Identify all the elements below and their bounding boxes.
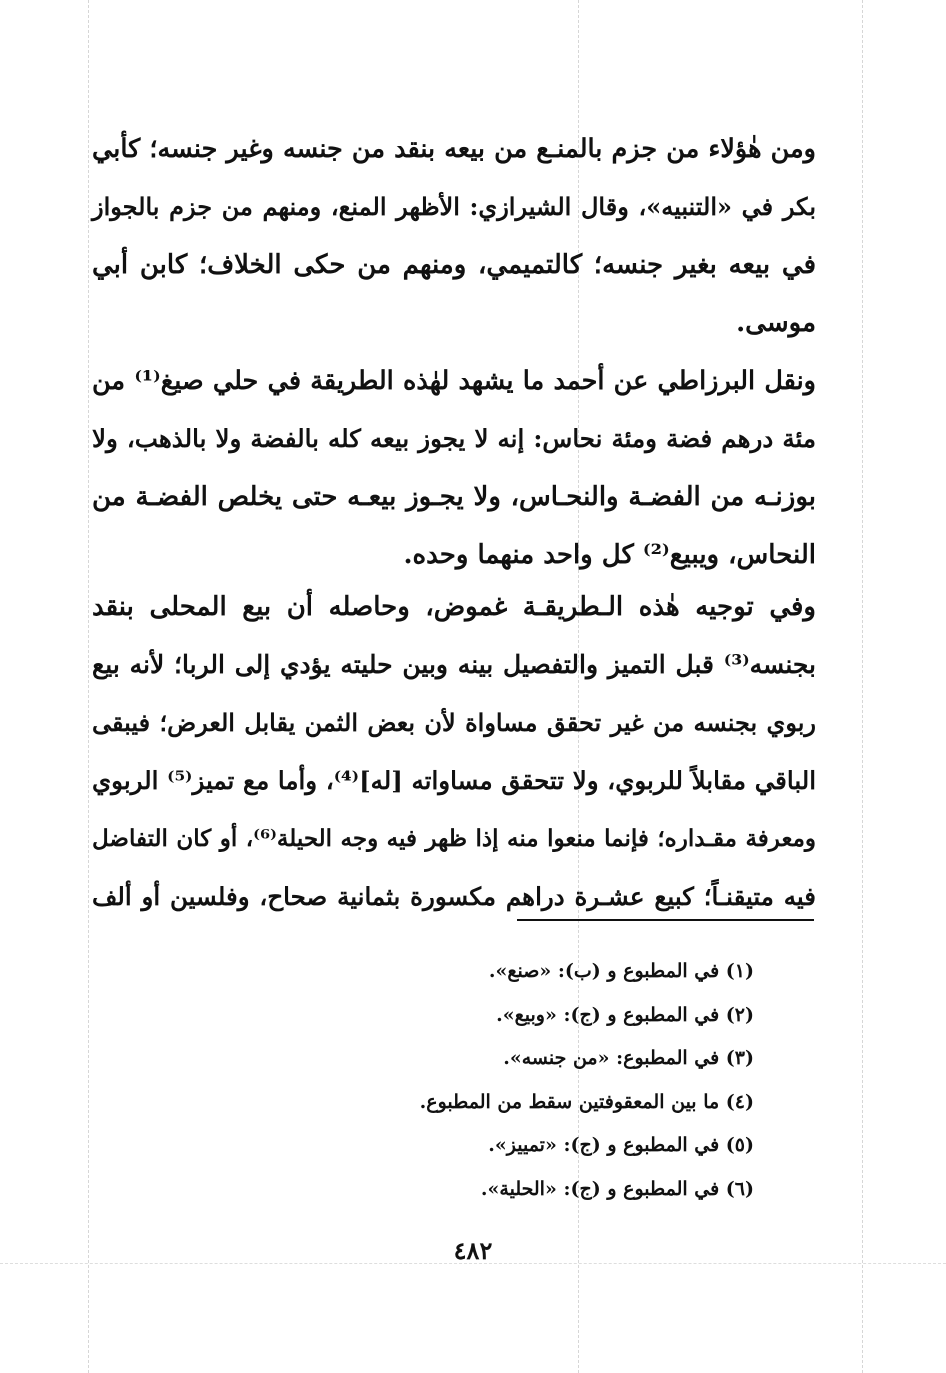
text-line: ونقل البرزاطي عن أحمد ما يشهد لهٰذه الطريقة في حلي صيغ⁽¹⁾ من — [92, 366, 816, 396]
footnote-6: (٦) في المطبوع و (ج): «الحلية». — [480, 1177, 754, 1200]
text-line: وفي توجيه هٰذه الـطريقـة غموض، وحاصله أن بيع المحلى بنقد — [92, 592, 816, 622]
text-line: ومن هٰؤلاء من جزم بالمنـع من بيعه بنقد من جنسه وغير جنسه؛ كأبي — [92, 134, 816, 164]
text-line: النحاس، ويبيع⁽²⁾ كل واحد منهما وحده. — [403, 540, 816, 570]
text-line: بجنسه⁽³⁾ قبل التميز والتفصيل بينه وبين حليته يؤدي إلى الربا؛ لأنه بيع — [92, 650, 816, 679]
text-line: مئة درهم فضة ومئة نحاس: إنه لا يجوز بيعه كله بالفضة ولا بالذهب، ولا — [92, 424, 816, 453]
text-line: ومعرفة مقـداره؛ فإنما منعوا منه إذا ظهر فيه وجه الحيلة⁽⁶⁾، أو كان التفاضل — [92, 825, 816, 852]
text-line: موسى. — [736, 308, 816, 338]
footnote-4: (٤) ما بين المعقوفتين سقط من المطبوع. — [419, 1090, 754, 1113]
paragraph-3 — [92, 578, 816, 926]
text-line: فيه متيقنـاً؛ كبيع عشـرة دراهم مكسورة بثمانية صحاح، وفلسين أو ألف — [92, 882, 816, 911]
text-line: الباقي مقابلاً للربوي، ولا تتحقق مساواته [له]⁽⁴⁾، وأما مع تميز⁽⁵⁾ الربوي — [92, 766, 816, 795]
dotted-guide-line — [88, 0, 89, 1373]
page-number: ٤٨٢ — [453, 1236, 493, 1265]
footnote-2: (٢) في المطبوع و (ج): «وبيع». — [496, 1003, 754, 1026]
text-line: بكر في «التنبيه»، وقال الشيرازي: الأظهر المنع، ومنهم من جزم بالجواز — [92, 192, 816, 221]
text-line: بوزنـه من الفضـة والنحـاس، ولا يجـوز بيعـه حتى يخلص الفضـة من — [92, 482, 816, 512]
footnotes — [92, 950, 754, 1211]
footnote-separator — [517, 919, 814, 921]
footnote-1: (١) في المطبوع و (ب): «صنع». — [488, 960, 754, 982]
footnote-3: (٣) في المطبوع: «من جنسه». — [503, 1047, 754, 1069]
paragraph-1 — [92, 120, 816, 352]
text-line: في بيعه بغير جنسه؛ كالتميمي، ومنهم من حكى الخلاف؛ كابن أبي — [92, 250, 816, 280]
dotted-guide-line — [862, 0, 863, 1373]
text-line: ربوي بجنسه من غير تحقق مساواة لأن بعض الثمن يقابل العرض؛ فيبقى — [92, 708, 816, 737]
paragraph-2 — [92, 352, 816, 584]
footnote-5: (٥) في المطبوع و (ج): «تمييز». — [488, 1134, 754, 1156]
